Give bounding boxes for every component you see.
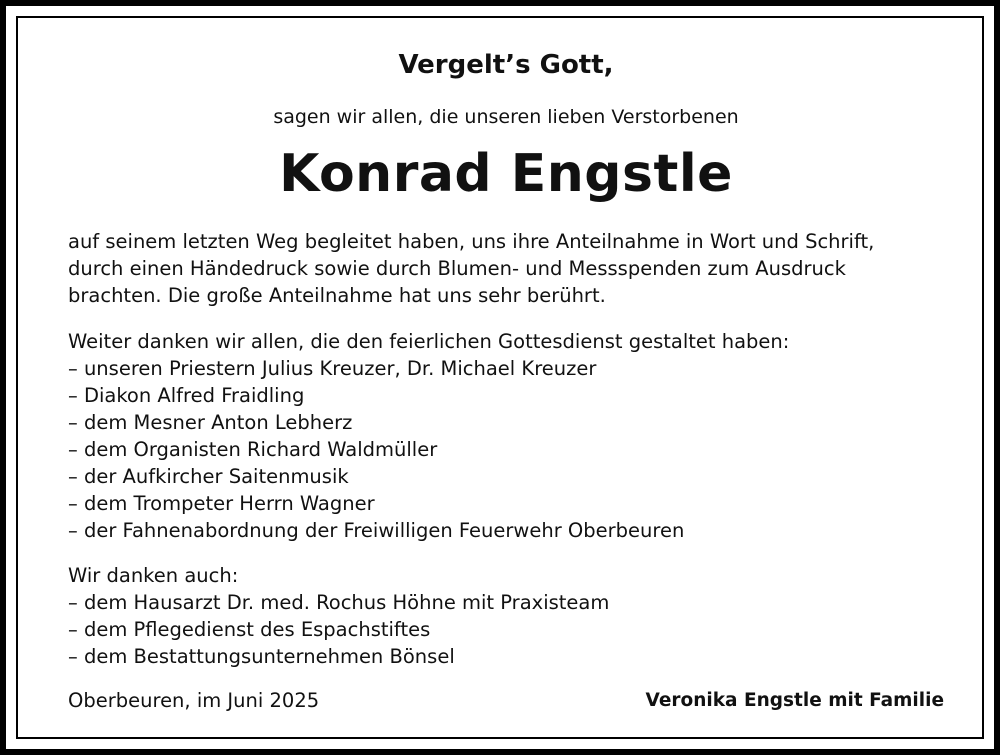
list-item: – dem Pflegedienst des Espachstiftes — [68, 618, 431, 641]
service-thanks-block — [68, 328, 944, 544]
also-thanks-intro: Wir danken auch: — [68, 564, 239, 587]
list-item: – dem Bestattungsunternehmen Bönsel — [68, 645, 455, 668]
list-item: – Diakon Alfred Fraidling — [68, 384, 305, 407]
list-item: – der Aufkircher Saitenmusik — [68, 465, 349, 488]
also-thanks-block — [68, 562, 944, 670]
service-thanks-intro: Weiter danken wir allen, die den feierlichen Gottesdienst gestaltet haben: — [68, 330, 790, 353]
list-item: – dem Hausarzt Dr. med. Rochus Höhne mit Praxisteam — [68, 591, 610, 614]
deceased-name: Konrad Engstle — [279, 144, 733, 204]
signature: Veronika Engstle mit Familie — [645, 690, 944, 711]
list-item: – dem Mesner Anton Lebherz — [68, 411, 353, 434]
list-item: – dem Organisten Richard Waldmüller — [68, 438, 438, 461]
thanks-paragraph: auf seinem letzten Weg begleitet haben, uns ihre Anteilnahme in Wort und Schrift, durch einen Händedruck sowie durch Blumen- und Messspenden zum Ausdruck brachten. Die große Anteilnahme hat uns sehr berührt. — [68, 230, 875, 307]
notice-heading: Vergelt’s Gott, — [398, 50, 614, 80]
list-item: – unseren Priestern Julius Kreuzer, Dr. Michael Kreuzer — [68, 357, 597, 380]
list-item: – der Fahnenabordnung der Freiwilligen Feuerwehr Oberbeuren — [68, 519, 685, 542]
notice-intro: sagen wir allen, die unseren lieben Verstorbenen — [273, 106, 739, 128]
list-item: – dem Trompeter Herrn Wagner — [68, 492, 375, 515]
place-date: Oberbeuren, im Juni 2025 — [68, 689, 320, 712]
